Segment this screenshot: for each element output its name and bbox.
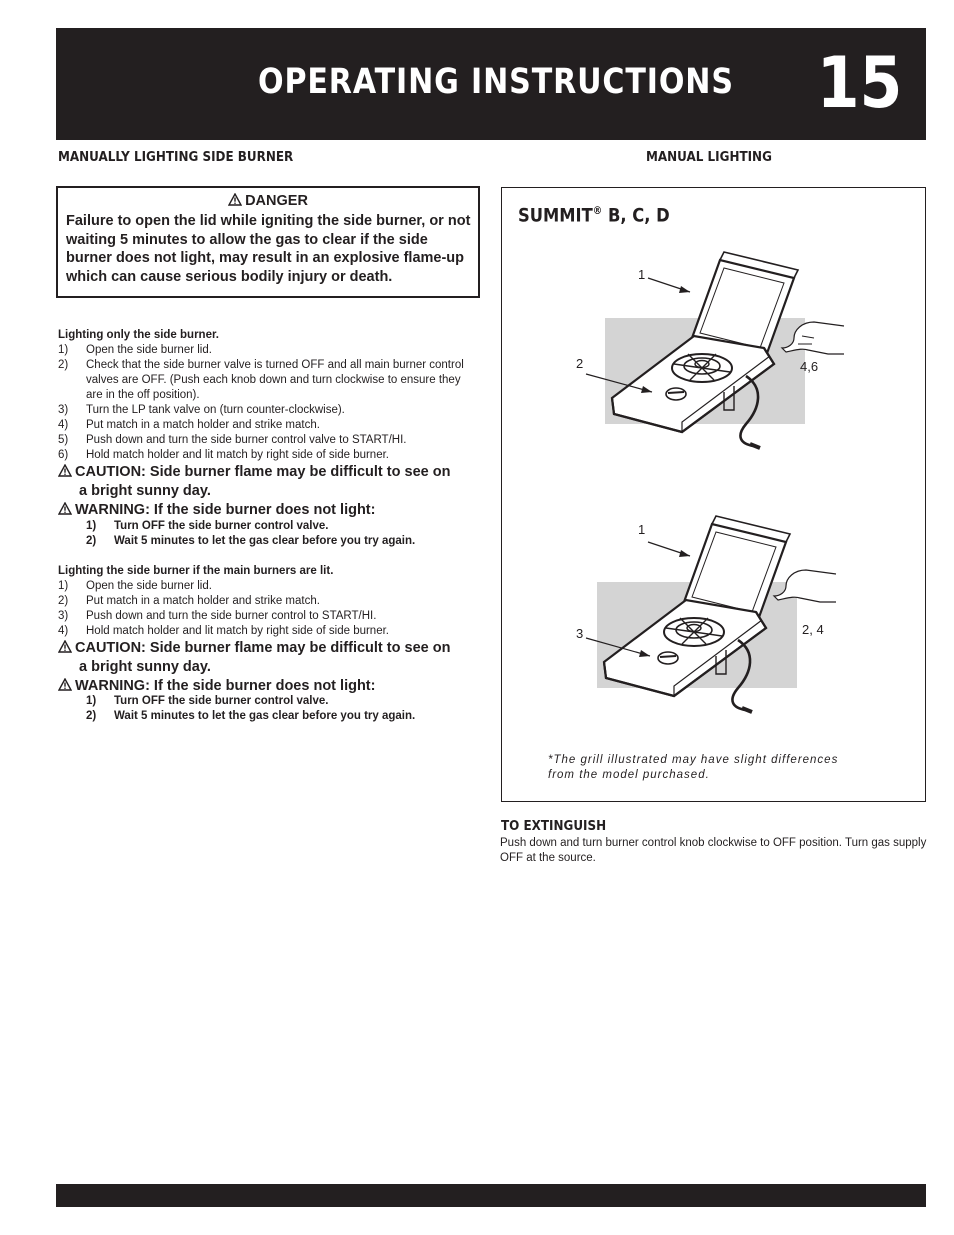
footer-bar: [56, 1184, 926, 1207]
warning-steps: [86, 694, 415, 724]
list-item: 1) Open the side burner lid.: [58, 344, 212, 356]
warning-triangle-icon: [58, 678, 72, 691]
model-label: SUMMIT® B, C, D: [518, 204, 670, 227]
danger-heading: [58, 193, 478, 209]
callout-label: 3: [576, 626, 584, 641]
list-item: 2) Put match in a match holder and strike match.: [58, 595, 320, 607]
warning-triangle-icon: [228, 193, 242, 206]
caution-note: CAUTION: Side burner flame may be difficult to see on a bright sunny day. WARNING: If the side burner does not light:: [58, 463, 488, 520]
warning-triangle-icon: [58, 640, 72, 653]
caution-note: CAUTION: Side burner flame may be difficult to see on a bright sunny day. WARNING: If the side burner does not light:: [58, 639, 488, 696]
callout-label: 1: [638, 267, 646, 282]
list-item: 2) Wait 5 minutes to let the gas clear before you try again.: [86, 710, 416, 722]
procedure-heading: Lighting the side burner if the main burners are lit.: [58, 565, 334, 577]
page-number: 15: [816, 42, 902, 124]
warning-triangle-icon: [58, 464, 72, 477]
list-item: 4) Put match in a match holder and strike match.: [58, 419, 320, 431]
figure-caption: *The grill illustrated may have slight differences from the model purchased.: [548, 754, 839, 781]
warning-note: WARNING: If the side burner does not light:: [75, 678, 376, 694]
callout-label: 4,6: [800, 359, 819, 374]
warning-triangle-icon: [58, 502, 72, 515]
figure-box: [501, 187, 926, 802]
warning-steps: [86, 519, 415, 549]
callout-label: 1: [638, 522, 646, 537]
page-title: OPERATING INSTRUCTIONS: [258, 62, 734, 102]
list-item: 5) Push down and turn the side burner control valve to START/HI.: [58, 434, 407, 446]
side-burner-illustration-1: [502, 188, 925, 801]
callout-label: 2: [576, 356, 584, 371]
list-item: 2) Check that the side burner valve is turned OFF and all main burner control valves are OFF. (Push each knob down and turn clockwise to ensure they are in the off position).: [58, 359, 464, 401]
extinguish-text: Push down and turn burner control knob clockwise to OFF position. Turn gas supply OFF at the source.: [500, 837, 927, 864]
list-item: 1) Open the side burner lid.: [58, 580, 212, 592]
list-item: 3) Turn the LP tank valve on (turn counter-clockwise).: [58, 404, 345, 416]
section-heading-manual-lighting: MANUAL LIGHTING: [646, 150, 772, 165]
list-item: 6) Hold match holder and lit match by right side of side burner.: [58, 449, 389, 461]
warning-note: WARNING: If the side burner does not light:: [75, 502, 376, 518]
list-item: 3) Push down and turn the side burner control to START/HI.: [58, 610, 377, 622]
page-header: [56, 28, 926, 140]
procedure-side-burner-only: [58, 328, 488, 463]
danger-title: DANGER: [245, 193, 308, 209]
list-item: 4) Hold match holder and lit match by right side of side burner.: [58, 625, 389, 637]
section-heading-side-burner: MANUALLY LIGHTING SIDE BURNER: [58, 150, 294, 165]
procedure-heading: Lighting only the side burner.: [58, 329, 220, 341]
procedure-main-burners-lit: [58, 564, 488, 639]
list-item: 1) Turn OFF the side burner control valve.: [86, 695, 329, 707]
list-item: 2) Wait 5 minutes to let the gas clear before you try again.: [86, 535, 416, 547]
danger-text: Failure to open the lid while igniting the side burner, or not waiting 5 minutes to allow the gas to clear if the side burner does not light, may result in an explosive flame-up which can cause serious bodily injury or death.: [66, 213, 471, 285]
list-item: 1) Turn OFF the side burner control valve.: [86, 520, 329, 532]
danger-box: [56, 186, 480, 298]
callout-label: 2, 4: [802, 622, 824, 637]
extinguish-heading: TO EXTINGUISH: [501, 819, 607, 834]
